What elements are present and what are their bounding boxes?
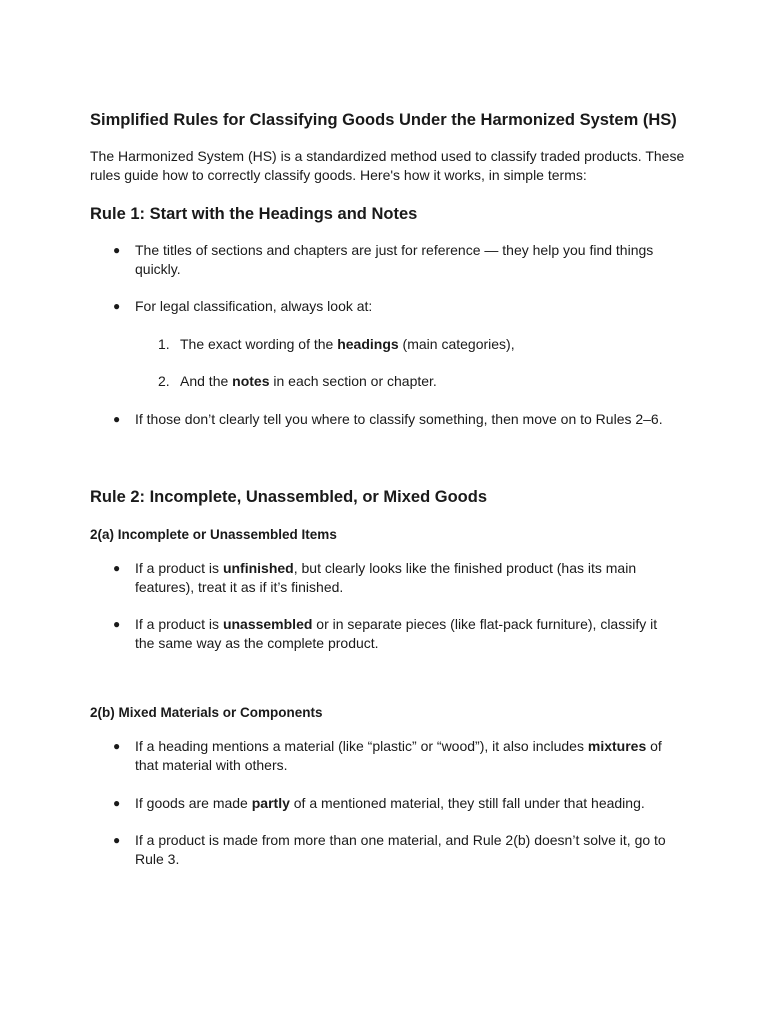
- rule2-heading: Rule 2: Incomplete, Unassembled, or Mixed Goods: [90, 488, 487, 506]
- emphasis-mixtures: mixtures: [587, 738, 647, 754]
- intro-paragraph: The Harmonized System (HS) is a standardized method used to classify traded products. These rules guide how to correctly classify goods. Here's how it works, in simple terms:: [90, 148, 685, 183]
- rule2a-subheading: 2(a) Incomplete or Unassembled Items: [90, 527, 337, 542]
- bullet-icon: ●: [113, 833, 121, 847]
- rule1-heading: Rule 1: Start with the Headings and Notes: [90, 205, 418, 223]
- rule2b-bullet2-text: If goods are made partly of a mentioned material, they still fall under that heading.: [135, 795, 645, 811]
- bullet-icon: ●: [113, 617, 121, 631]
- rule1-bullet1-text: The titles of sections and chapters are just for reference — they help you find things quickly.: [135, 242, 654, 277]
- document-title: Simplified Rules for Classifying Goods Under the Harmonized System (HS): [90, 111, 677, 129]
- numbered-item-text: The exact wording of the headings (main categories),: [180, 336, 515, 352]
- rule2a-bullet1-text: If a product is unfinished, but clearly looks like the finished product (has its main features), treat it as if it’s finished.: [135, 560, 637, 595]
- bullet-icon: ●: [113, 299, 121, 313]
- bullet-icon: ●: [113, 796, 121, 810]
- bullet-icon: ●: [113, 561, 121, 575]
- rule2b-subheading: 2(b) Mixed Materials or Components: [90, 705, 323, 720]
- emphasis-notes: notes: [232, 373, 270, 389]
- emphasis-unfinished: unfinished: [222, 560, 294, 576]
- bullet-icon: ●: [113, 243, 121, 257]
- emphasis-headings: headings: [337, 336, 399, 352]
- rule1-bullet3-text: If those don’t clearly tell you where to classify something, then move on to Rules 2–6.: [135, 411, 663, 427]
- bullet-icon: ●: [113, 412, 121, 426]
- rule2a-bullet2-text: If a product is unassembled or in separate pieces (like flat-pack furniture), classify it the same way as the complete product.: [135, 616, 658, 651]
- list-number: 2.: [158, 373, 170, 389]
- rule1-bullet2-text: For legal classification, always look at:: [135, 298, 373, 314]
- list-number: 1.: [158, 336, 170, 352]
- rule2b-bullet1-text: If a heading mentions a material (like “plastic” or “wood”), it also includes mixtures of that material with others.: [135, 738, 662, 773]
- numbered-item-text: And the notes in each section or chapter.: [180, 373, 437, 389]
- bullet-icon: ●: [113, 739, 121, 753]
- emphasis-unassembled: unassembled: [222, 616, 313, 632]
- rule2b-bullet3-text: If a product is made from more than one material, and Rule 2(b) doesn’t solve it, go to Rule 3.: [135, 832, 666, 867]
- emphasis-partly: partly: [251, 795, 290, 811]
